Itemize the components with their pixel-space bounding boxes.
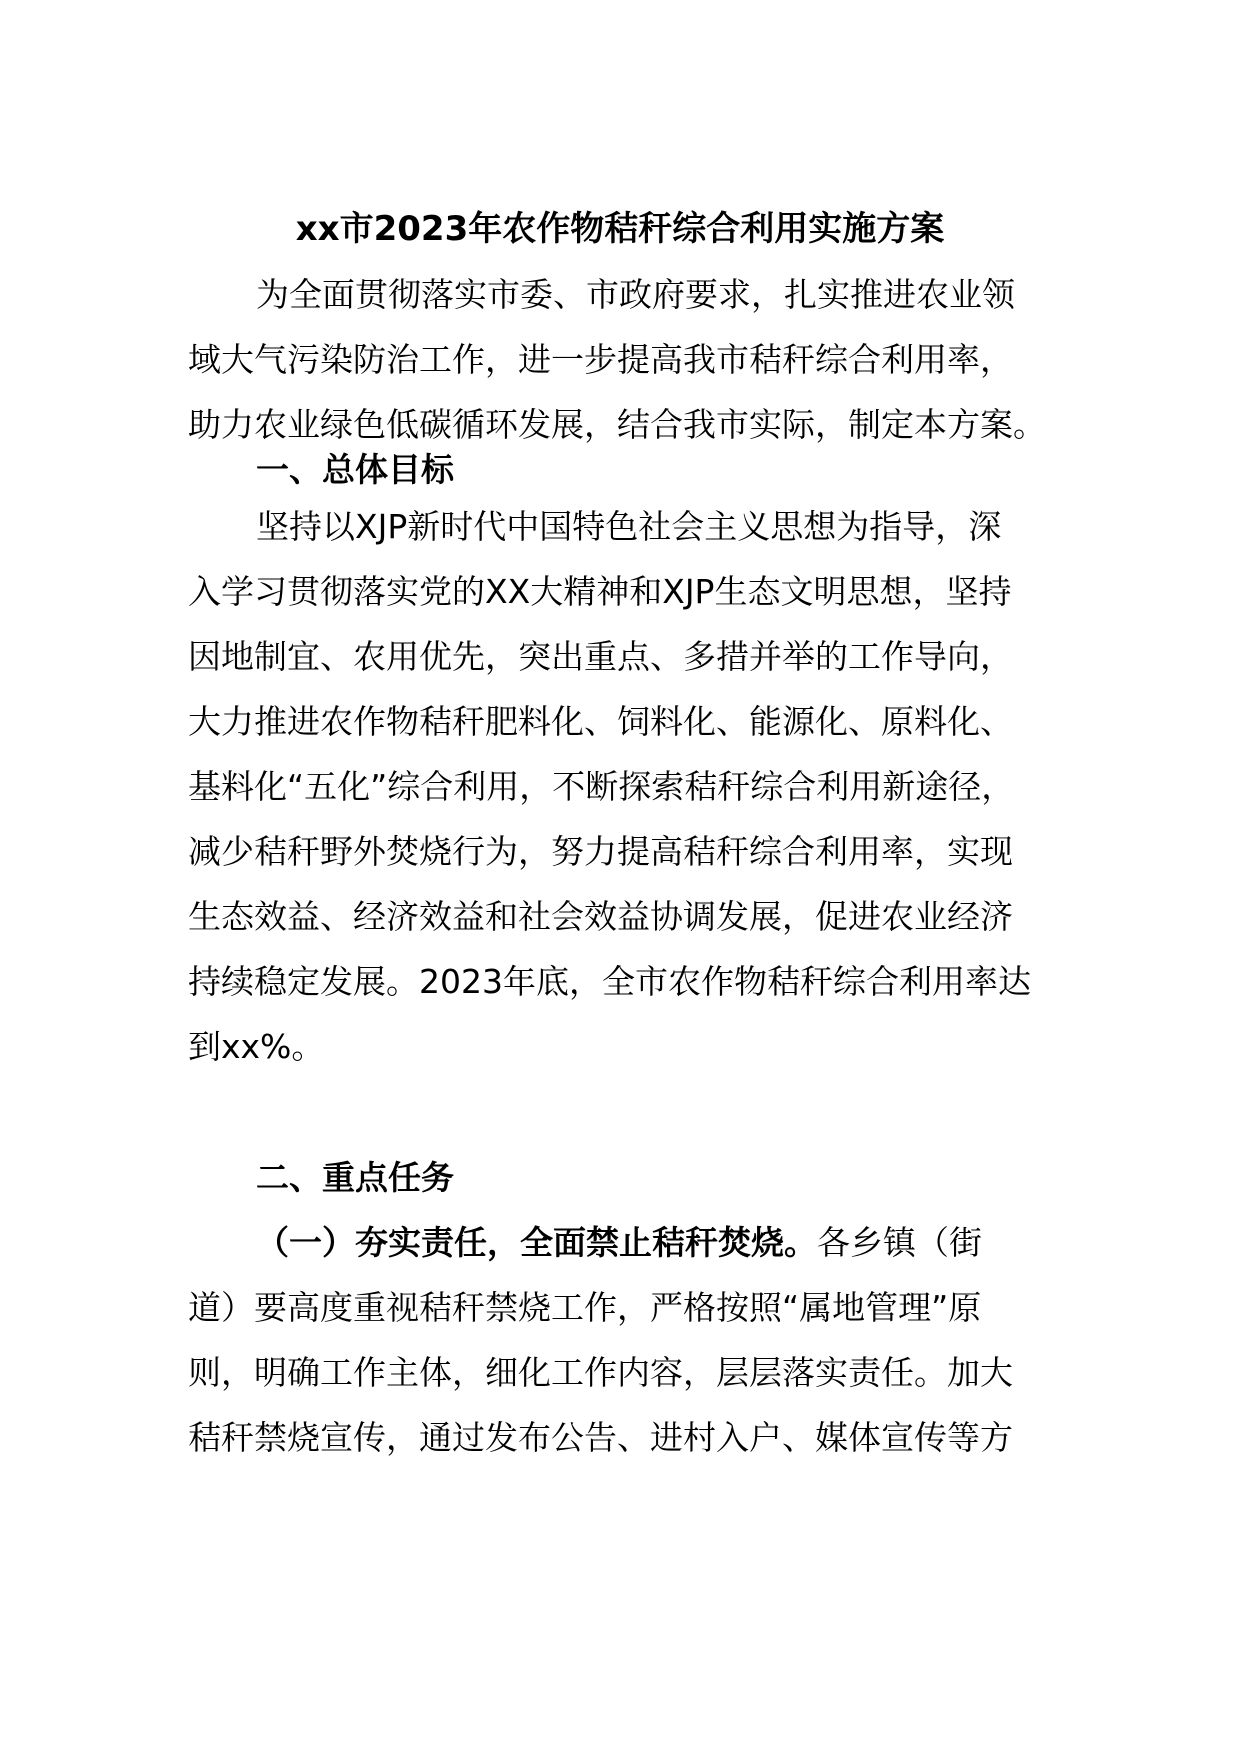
paragraph-line: 域大气污染防治工作，进一步提高我市秸秆综合利用率， [188, 340, 1013, 379]
task-subheading: （一）夯实责任，全面禁止秸秆焚烧。 [256, 1223, 817, 1262]
paragraph-line: 大力推进农作物秸秆肥料化、饲料化、能源化、原料化、 [188, 702, 1013, 741]
paragraph-line: 道）要高度重视秸秆禁烧工作，严格按照“属地管理”原 [188, 1288, 982, 1327]
paragraph-line: 坚持以XJP新时代中国特色社会主义思想为指导，深 [256, 507, 1002, 546]
paragraph-line: 减少秸秆野外焚烧行为，努力提高秸秆综合利用率，实现 [188, 832, 1013, 871]
paragraph-line: 到xx%。 [188, 1027, 325, 1066]
paragraph-line: 秸秆禁烧宣传，通过发布公告、进村入户、媒体宣传等方 [188, 1418, 1013, 1457]
section-heading-overall-goal: 一、总体目标 [256, 450, 454, 489]
paragraph-line: 基料化“五化”综合利用，不断探索秸秆综合利用新途径， [188, 767, 1015, 806]
paragraph-line: 持续稳定发展。2023年底，全市农作物秸秆综合利用率达 [188, 962, 1031, 1001]
overall-goal-paragraph [188, 494, 1068, 1079]
paragraph-line: 入学习贯彻落实党的XX大精神和XJP生态文明思想，坚持 [188, 572, 1012, 611]
paragraph-line: 助力农业绿色低碳循环发展，结合我市实际，制定本方案。 [188, 405, 1046, 444]
paragraph-line: 为全面贯彻落实市委、市政府要求，扎实推进农业领 [256, 275, 1015, 314]
paragraph-line: 则，明确工作主体，细化工作内容，层层落实责任。加大 [188, 1353, 1013, 1392]
document-title: xx市2023年农作物秸秆综合利用实施方案 [295, 209, 945, 249]
key-tasks-paragraph [188, 1210, 1068, 1470]
paragraph-line: 生态效益、经济效益和社会效益协调发展，促进农业经济 [188, 897, 1013, 936]
paragraph-line: 因地制宜、农用优先，突出重点、多措并举的工作导向， [188, 637, 1013, 676]
section-heading-key-tasks: 二、重点任务 [256, 1158, 454, 1197]
paragraph-line [188, 1210, 1068, 1275]
task-text: 各乡镇（街 [817, 1223, 982, 1262]
intro-paragraph [188, 262, 1068, 457]
